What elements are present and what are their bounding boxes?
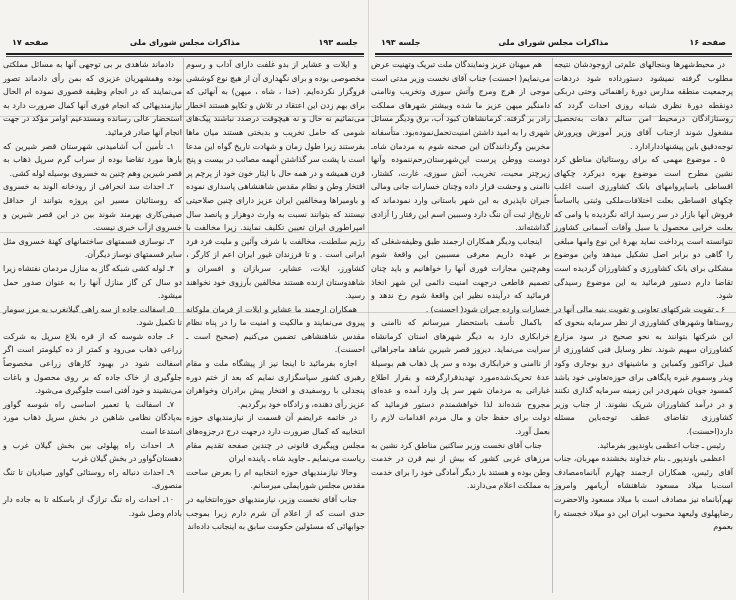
text-column-right — [186, 58, 365, 534]
text-column-left — [371, 58, 550, 493]
paragraph: ۱۰ـ احداث راه تنگ ترازگ از باسکله تا به جاده دار بادام وصل شود. — [3, 495, 182, 518]
paragraph: ۵ـ اسفالت جاده از سه راهی گیلانغرب به مرز سومار تا تکمیل شود. — [3, 304, 182, 328]
paragraph: ۸ـ احداث راه پهلوئی بین بخش گیلان غرب و دهستان‌گواور در بخش گیلان غرب — [3, 440, 182, 464]
publication-title: مذاکرات مجلس شورای ملی — [129, 38, 241, 47]
paragraph: ۱ـ تأمین آب آشامیدنی شهرستان قصر شیرین که بارها مورد تقاضا بوده از سراب گرم سرپل ذهاب به قصر شیرین وهم چنین به خسروی بوسیله لوله کشی. — [3, 141, 182, 178]
paragraph: ۶ـ جاده شوسه که از قره بلاغ سرپل به شرکت زراعی ذهاب می‌رود و کمتر از ده کیلومتر است اگر اسفالت شود در بهبود کارهای زراعی مخصوصاً جلوگیری از خاک جاده که بر روی محصول و باغات می‌نشیند و خود آفتی است جلوگیری می‌شود. — [3, 331, 182, 396]
paragraph: ۷ـ اسفالت یا تعمیر اساسی راه شوسه گواور به‌پادگان نظامی شاهین در بخش سرپل ذهاب مورد استدعا است — [3, 399, 182, 437]
page-header — [6, 38, 364, 52]
paragraph: ۲ـ احداث سد انحرافی از رودخانه الوند به خسروی که روستائیان مسیر این پروژه بتوانند از حداقل صیفی‌کاری بهرمند شوند بین در این قصر شیرین و خسروی ازآب خبری نیست. — [3, 182, 182, 233]
paragraph: ۵ ـ موضوع مهمی که برای روستائیان مناطق کرد نشین مطرح است موضوع بهره دیرکرد چکهای اقساطی باساپروامهای بانک کشاورزی است اغلب چکهای اقساطی بعلت اختلافات‌ملکی وثبتی یااساساً فروش آنها بازار در سر رسید ارائه نگردیده یا وامی که بعلت خرابی محصول یا سیل وآفات آسمانی کشاورز نتوانسته است پرداخت نماید بهرهٔ این نوع وامها مبلغی را گاهی دو برابر اصل تشکیل میدهد واین موضوع مشکلی برای بانک کشاورزی و کشاورزان گردیده است تقاضا دارم دستور فرمائید به این موضوع رسیدگی شود. — [554, 155, 733, 301]
paragraph: اعظمی باوندپور ـ بنام خداوند بخشنده مهربان، جناب آقای رئیس، همکاران ارجمند چهارم آبانماه‌مصادف است‌با میلاد مسعود شاهنشاه آریامهر وامروز نهم‌آبانماه نیز مصادف است با میلاد مسعود والاحضرت رضاپهلوی ولیعهد محبوب ایران این دو میلاد خجسته را بعموم — [554, 454, 733, 532]
paragraph: ۹ـ احداث دنباله راه روستائی گواور صیادیان تا تنگ منصوری. — [3, 467, 182, 491]
paragraph: رئیس ـ جناب اعظمی باوندپور بفرمائید. — [597, 440, 725, 450]
paragraph: اینجانب ودیگر همکاران ارجمند طبق وظیفه‌شغلی که بر عهده داریم معرفی مسببین این واقعهٔ شوم وهم‌چنین مجازات فوری آنها را خواهانیم و باید چنان تصمیم قاطعی درجهت امنیت دائمی این شهر اتخاذ فرمائید که درآینده نظیر این واقعهٔ شوم رخ ندهد و خسارات وارده جبران شود( احسنت) . — [371, 236, 550, 314]
text-column-right — [554, 58, 733, 534]
paragraph: ۶ ـ تقویت شرکتهای تعاونی و تقویت بنیه مالی آنها در روستاها وشهرهای کشاورزی از نظر سرمایه بنحوی که این شرکتها بتوانند به نحو صحیح در سود مزارع کشاورزان سهیم شوند. نظر وسایل فنی کشاورزی از قبیل تراکتور وکمباین و ماشینهای درو بوجاری وکود وبذر وسموم غیره پایگاهی برای حوزه‌تعاونی خود باشد کمسود جویان شهری‌در این زمینه سرمایه گذاری نکنند و در درآمد کشاورزان شریک نشوند. از جناب وزیر کشاورزی تقاضای عطف توجه‌باین مسئله دارد(احسنت). — [554, 304, 733, 437]
text-column-left — [3, 58, 182, 520]
page-number: صفحه ۱۶ — [689, 38, 726, 47]
paragraph: دادماند شاهدی بر بی توجهی آنها به مسائل مملکتی بوده وهمشهریان عزیزی که بمن رأی دادماند تصور می‌نمایند که در انجام وظیفه قصوری نموده ام الحال نیازمندیهائی که انجام فوری آنها کمال ضرورت دارد به استحضار عالی رسانده ومستدعیم اوامر مؤکد در جهت انجام آنها صادر فرمائید. — [3, 60, 182, 137]
session-number: جلسه ۱۹۳ — [381, 38, 421, 47]
paragraph: ۴ـ لوله کشی شبکه گاز به منازل مردمان نفتشاه زیرا دو سال کن گاز منازل آنها را به عنوان صدور حمل میشود. — [3, 263, 182, 301]
column-divider — [552, 58, 553, 593]
scan-artifact — [0, 312, 736, 313]
header-rule — [375, 53, 732, 57]
page-number: صفحه ۱۷ — [12, 38, 49, 47]
paragraph: وحالا نیازمندیهای حوزه انتخابیه ام را بعرض ساحت مقدس مجلس شورایملی میرسانم. — [186, 467, 365, 491]
session-number: جلسه ۱۹۳ — [318, 38, 358, 47]
right-page — [368, 0, 736, 600]
publication-title: مذاکرات مجلس شورای ملی — [498, 38, 609, 47]
paragraph: در محیط‌شهرها وبنجالهای علم‌تی ازوجودشان نتیجه مطلوب گرفته نمیشود دستورداده شود دردهات پرجمعیت منطقه مدارس دورهٔ راهنمائی وحتی دربکی دونقطه دورهٔ نظری شبانه روزی احداث گردد که روستازادگان درمحیط امن سالم دهات به‌تحصیل مشغول شوند ازجناب آقای وزیر آموزش وپرورش توجه‌دقیق باین پیشنهاددارادارد . — [554, 60, 733, 151]
header-rule — [6, 53, 364, 57]
paragraph: باکمال تأسف باستحضار میرسانم که ناامنی و خرابکاری دارد به دیگر شهرهای استان کرمانشاه سرایت می‌نماید. دیروز قصر شیرین شاهد ماجراهائی از ناامنی و خرابکاری بوده و سر پل ذهاب هم بوسیلهٔ عدهٔ تحریک‌شده‌مورد تهدیدقرارگرفته و بقرار اطلاع غباراتی به مردمان شهر سر پل وارد آمده و عده‌ای مجروح شده‌اند لذا خواهشمندم دستور فرمائید که دولت برای حفظ جان و مال مردم اقدامات لازم را بعمل آورد. — [371, 318, 550, 437]
paragraph: در خاتمه عرایضم آن قسمت از نیازمندیهای حوزه انتخابیه که کمال ضرورت دارد درجهت درج درجزوه‌های مجلس وپیگیری قانونی در چندین صفحه تقدیم مقام ریاست می‌نمایم ـ جاوید شاه ـ پاینده ایران — [186, 413, 365, 464]
page-header — [375, 38, 732, 52]
scan-artifact — [0, 232, 736, 233]
paragraph: و ایلات و عشایر از بدو غلفت دارای آداب و رسوم مخصوصی بوده و برای نگهداری آن از هیچ نوع کوششی فروگزار نکرده‌ایم. (خدا ، شاه ، میهن) به آنهائی که برای بهم زدن این اعتقاد در تلاش و تکاپو هستند اخطار می‌نمائیم نه حال و نه هیچوقت درصدد نباشند پیک‌های شومی که حامل تخریب و بدبختی هستند میان ما‌ها بفرستند زیرا طول زمان و شهادت تاریخ گواه این مدعا است با پشت سر گذاشتن آنهمه مصائب در بیست و پنج قرن همیشه و در همه حال با ایثار خون خود از پرچم پر افتخار وطن و نظام مقدس شاهنشاهی پاسداری نموده و باومیراها ومخالفین ایران عزیز دارای چنین صلاحیتی نیستند که بتوانند نسبت به وارث دوهزار و پانصد سال امپراطوری ایران تعیین تکلیف نمایند. زیرا مخالفت با رژیم سلطنت، مخالفت با شرف وآئین و ملیت فرد فرد ایرانی است . و تا فرزندان غیور ایران اعم از کارگر ، کشاورز، ایلات، عشایر، سربازان و افسران و شاهدوستان ازنده هستند مخالفین بآرزوی خود نخواهند رسید. — [186, 60, 365, 301]
paragraph: هم میهنان عزیز ونمایندگان ملت تبریک وتهنیت عرض می‌نمایم( احسنت) جناب آقای نخست وزیر مدتی است موجی از هرج ومرج وآتش سوزی وتخریب وناامنی دامنگیر میهن عزیز ما شده وبیشتر شهرهای مملکت رادر بر گرفته. کرمانشاهان کبود آب، برق ودیگر مسائل شهری را به امید داشتن امنیت‌تحمل‌نموده‌بود. متأسفانه مخربین وگردانندگان این صحنه شوم به مردمان شاه‌ـ دوست ووطن پرست این‌شهرستان‌رحم‌ننموده وآنها زیرچتر محبت، تخریب، آتش سوزی، غارت، کشتار، ناامنی و وحشت قرار داده وچنان خسارات جانی ومالی جبران ناپذیری به این شهر باستانی وارد نمودماند که تاریخ‌از ثبت آن ننگ دارد وسببین اسم این رفتار را آزادی گذاشته‌اند. — [371, 60, 550, 233]
column-divider — [183, 58, 184, 593]
paragraph: ۳ـ نوسازی قسمتهای ساختمانهای کهنهٔ خسروی مثل سایر قسمتهای نوساز دیگرآن. — [3, 236, 182, 260]
paragraph: همکاران ارجمند ما عشایر و ایلات از فرمان ملوکانه پیروی می‌نمایند و مالکیت و امنیت ما را در پناه نظام مقدس شاهنشاهی تضمین می‌کنیم (صحیح است ـ احسنت). — [186, 304, 365, 355]
scan-artifact — [0, 116, 736, 117]
paragraph: جناب آقای نخست وزیر ساکنین مناطق کرد نشین به مرزهای غربی کشور که بیش از نیم قرن در خدمت وطن بوده و هستند بار دیگر آمادگی خود را برای خدمت به مملکت اعلام می‌دارند. — [371, 440, 550, 491]
paragraph: اجازه بفرمائید تا اینجا نیز از پیشگاه ملت و مقام رهبری کشور سپاسگزاری نمایم که بعد از ختم دوره پنجدلی با روسفیدی و افتخار پیش برادران وخواهران عزیز رأی دهنده، و زادگاه خود برگردیم. — [186, 359, 365, 409]
paragraph: جناب آقای نخست وزیر، نیازمندیهای حوزه‌انتخابیه در حدی است که از اعلام آن شرم دارم زیرا بموجب جوابهائی که مسئولین حکومت سابق به اینجانب داده‌اند — [186, 495, 365, 532]
